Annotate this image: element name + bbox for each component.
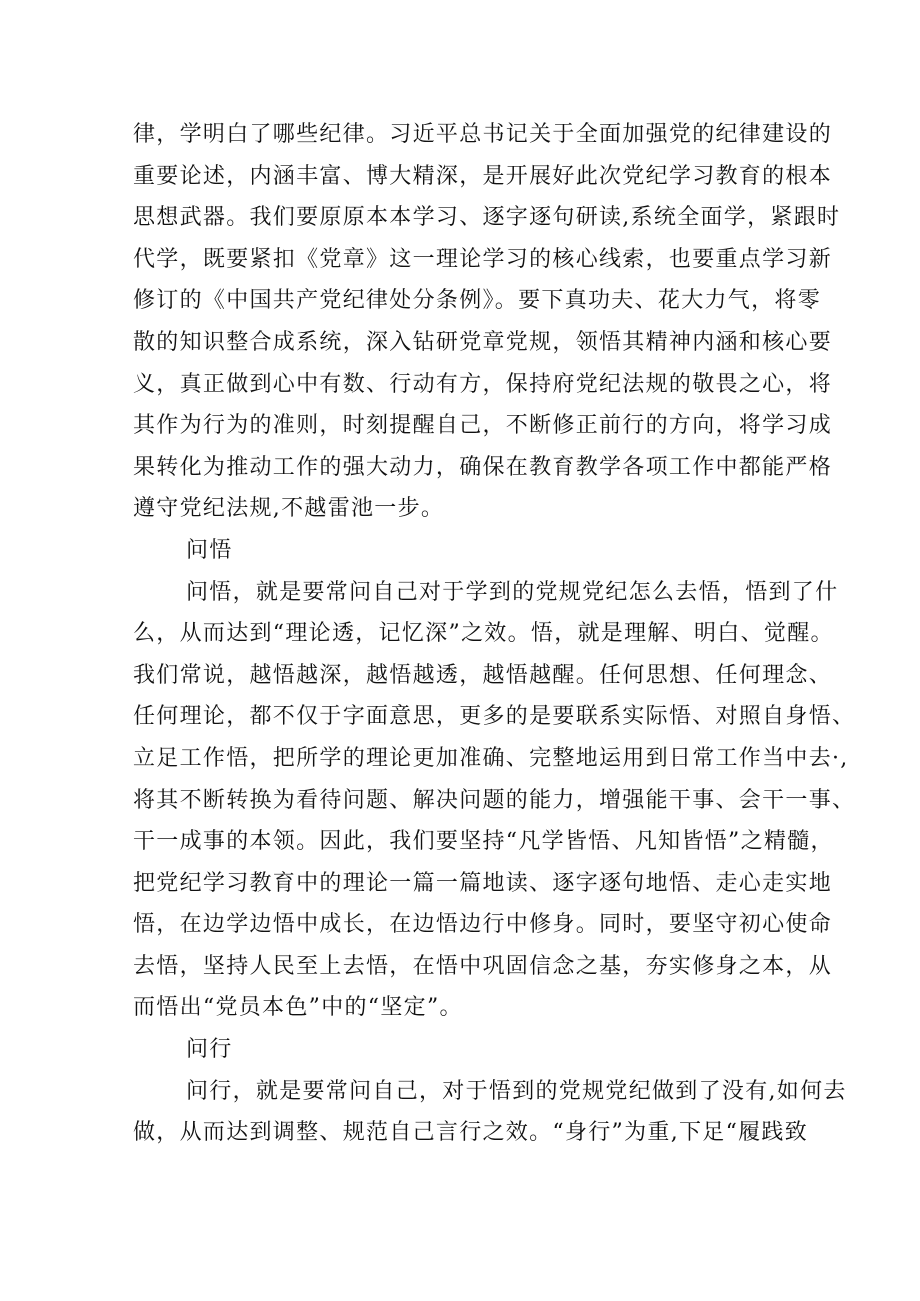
text-line: 遵守党纪法规,不越雷池一步。 [133, 496, 445, 522]
text-line: 散的知识整合成系统，深入钻研党章党规，领悟其精神内涵和核心要 [133, 329, 833, 355]
text-line: 其作为行为的准则，时刻提醒自己，不断修正前行的方向，将学习成 [133, 413, 833, 439]
paragraph-wenxing [133, 1071, 847, 1154]
text-line: 问悟，就是要常问自己对于学到的党规党纪怎么去悟，悟到了什 [186, 579, 839, 605]
section-heading-wenxing: 问行 [186, 1037, 233, 1063]
text-line: 义，真正做到心中有数、行动有方，保持府党纪法规的敬畏之心，将 [133, 371, 833, 397]
text-line: 而悟出“党员本色”中的“坚定”。 [133, 995, 463, 1021]
text-line: 修订的《中国共产党纪律处分条例》。要下真功夫、花大力气，将零 [133, 288, 822, 314]
paragraph-wenwu [133, 572, 856, 1030]
text-line: 任何理论，都不仅于字面意思，更多的是要联系实际悟、对照自身悟、 [133, 704, 856, 730]
text-line: 律，学明白了哪些纪律。习近平总书记关于全面加强党的纪律建设的 [133, 122, 833, 147]
section-heading-wenwu: 问悟 [186, 537, 233, 563]
paragraph-discipline-study [133, 114, 841, 530]
text-line: 重要论述，内涵丰富、博大精深，是开展好此次党纪学习教育的根本 [133, 163, 833, 189]
text-line: 果转化为推动工作的强大动力，确保在教育教学各项工作中都能严格 [133, 454, 833, 480]
text-line: 悟，在边学边悟中成长，在边悟边行中修身。同时，要坚守初心使命 [133, 912, 833, 938]
text-line: 干一成事的本领。因此，我们要坚持“凡学皆悟、凡知皆悟”之精髓， [133, 829, 834, 855]
text-line: 立足工作悟，把所学的理论更加准确、完整地运用到日常工作当中去·, [133, 745, 849, 771]
text-line: 将其不断转换为看待问题、解决问题的能力，增强能干事、会干一事、 [133, 787, 856, 813]
text-line: 我们常说，越悟越深，越悟越透，越悟越醒。任何思想、任何理念、 [133, 662, 833, 688]
document-body [133, 114, 856, 1154]
text-line: 把党纪学习教育中的理论一篇一篇地读、逐字逐句地悟、走心走实地 [133, 870, 833, 896]
text-line: 问行，就是要常问自己，对于悟到的党规党纪做到了没有,如何去 [186, 1078, 847, 1104]
text-line: 去悟，坚持人民至上去悟，在悟中巩固信念之基，夯实修身之本，从 [133, 953, 833, 979]
text-line: 么，从而达到“理论透，记忆深”之效。悟，就是理解、明白、觉醒。 [133, 621, 834, 647]
text-line: 思想武器。我们要原原本本学习、逐字逐句研读,系统全面学，紧跟时 [133, 205, 841, 231]
text-line: 代学，既要紧扣《党章》这一理论学习的核心线索，也要重点学习新 [133, 246, 833, 272]
text-line: 做，从而达到调整、规范自己言行之效。“身行”为重,下足“履践致 [133, 1120, 809, 1146]
